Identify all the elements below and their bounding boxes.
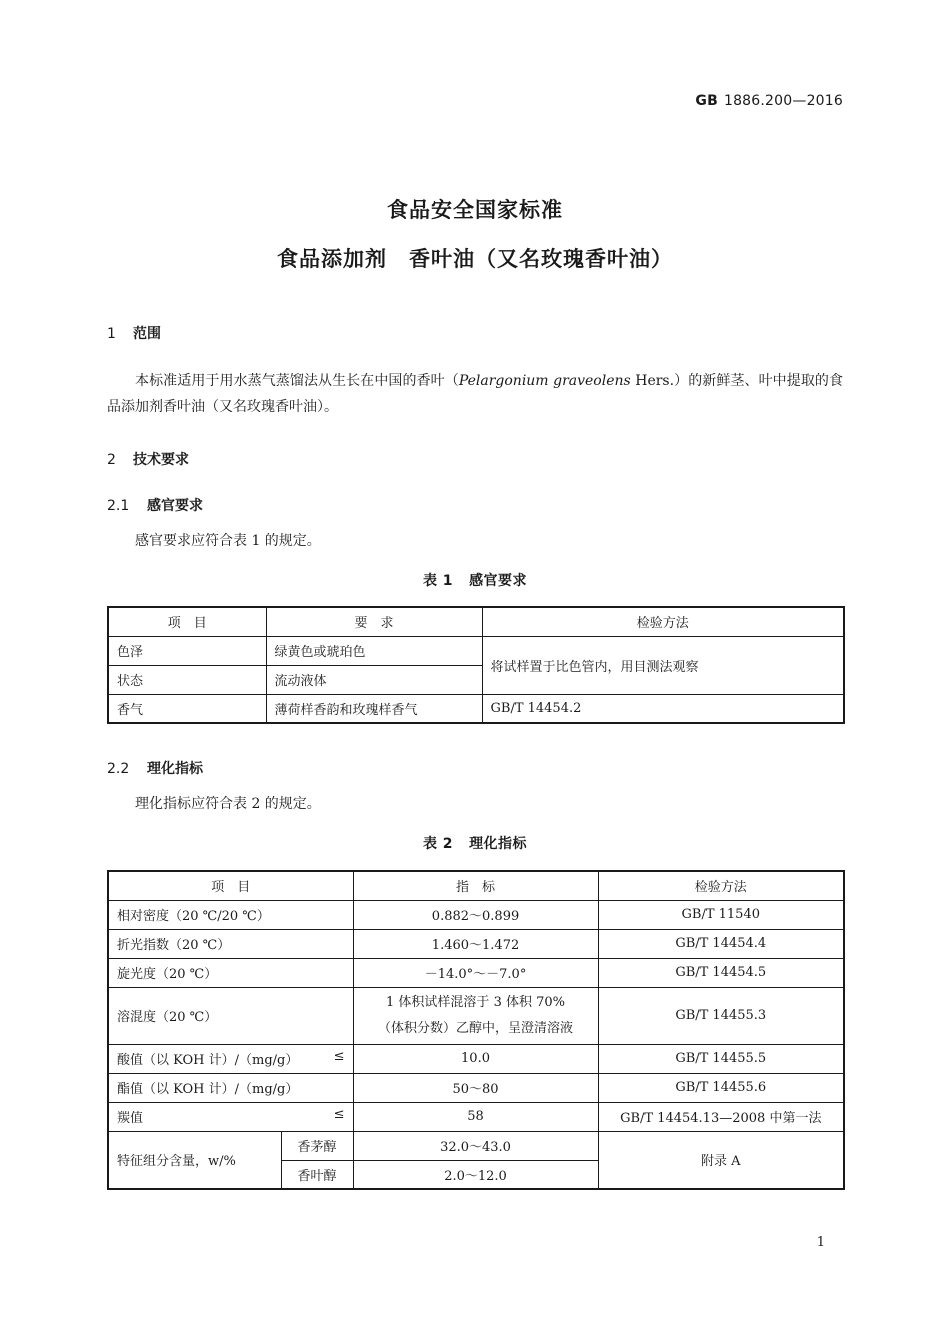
table-row: 特征组分含量，w/% 香茅醇 32.0～43.0 附录 A — [108, 1131, 844, 1160]
section-1-text: 本标准适用于用水蒸气蒸馏法从生长在中国的香叶（Pelargonium graveolens Hers.）的新鲜茎、叶中提取的食品添加剂香叶油（又名玫瑰香叶油）。 — [107, 373, 843, 415]
section-2-1-text: 感官要求应符合表 1 的规定。 — [135, 533, 321, 549]
document-title: 食品安全国家标准 — [387, 198, 563, 222]
table-row: 旋光度（20 ℃） －14.0°～－7.0° GB/T 14454.5 — [108, 958, 844, 987]
document-subtitle: 食品添加剂 香叶油（又名玫瑰香叶油） — [277, 247, 673, 271]
section-2-2-heading: 2.2 理化指标 — [107, 761, 203, 777]
table-row: 羰值 ≤ 58 GB/T 14454.13—2008 中第一法 — [108, 1102, 844, 1131]
table-row: 折光指数（20 ℃） 1.460～1.472 GB/T 14454.4 — [108, 929, 844, 958]
section-2-heading: 2 技术要求 — [107, 452, 189, 468]
table-1 — [107, 606, 845, 724]
page-number: 1 — [816, 1235, 825, 1250]
latin-name: Pelargonium graveolens — [458, 373, 631, 389]
table-row: 溶混度（20 ℃） 1 体积试样混溶于 3 体积 70% （体积分数）乙醇中，呈澄清溶液 GB/T 14455.3 — [108, 987, 844, 1044]
table-2-caption: 表 2 理化指标 — [422, 836, 528, 852]
table-row: 酸值（以 KOH 计）/（mg/g） ≤ 10.0 GB/T 14455.5 — [108, 1044, 844, 1073]
table-2 — [107, 870, 845, 1190]
table-row: 香气 薄荷样香韵和玫瑰样香气 GB/T 14454.2 — [108, 694, 844, 723]
table-1-caption: 表 1 感官要求 — [422, 573, 528, 589]
section-2-2-text: 理化指标应符合表 2 的规定。 — [135, 796, 321, 812]
standard-code: GB 1886.200—2016 — [695, 93, 843, 109]
table-2-header: 项 目 指 标 检验方法 — [108, 871, 844, 900]
section-1-heading: 1 范围 — [107, 326, 161, 342]
table-row: 色泽 绿黄色或琥珀色 将试样置于比色管内，用目测法观察 — [108, 636, 844, 665]
section-2-1-heading: 2.1 感官要求 — [107, 498, 203, 514]
table-row: 酯值（以 KOH 计）/（mg/g） 50～80 GB/T 14455.6 — [108, 1073, 844, 1102]
table-1-header: 项 目 要 求 检验方法 — [108, 607, 844, 636]
table-row: 状态 流动液体 — [108, 665, 844, 694]
table-row: 香叶醇 2.0～12.0 — [108, 1160, 844, 1189]
table-row: 相对密度（20 ℃/20 ℃） 0.882～0.899 GB/T 11540 — [108, 900, 844, 929]
